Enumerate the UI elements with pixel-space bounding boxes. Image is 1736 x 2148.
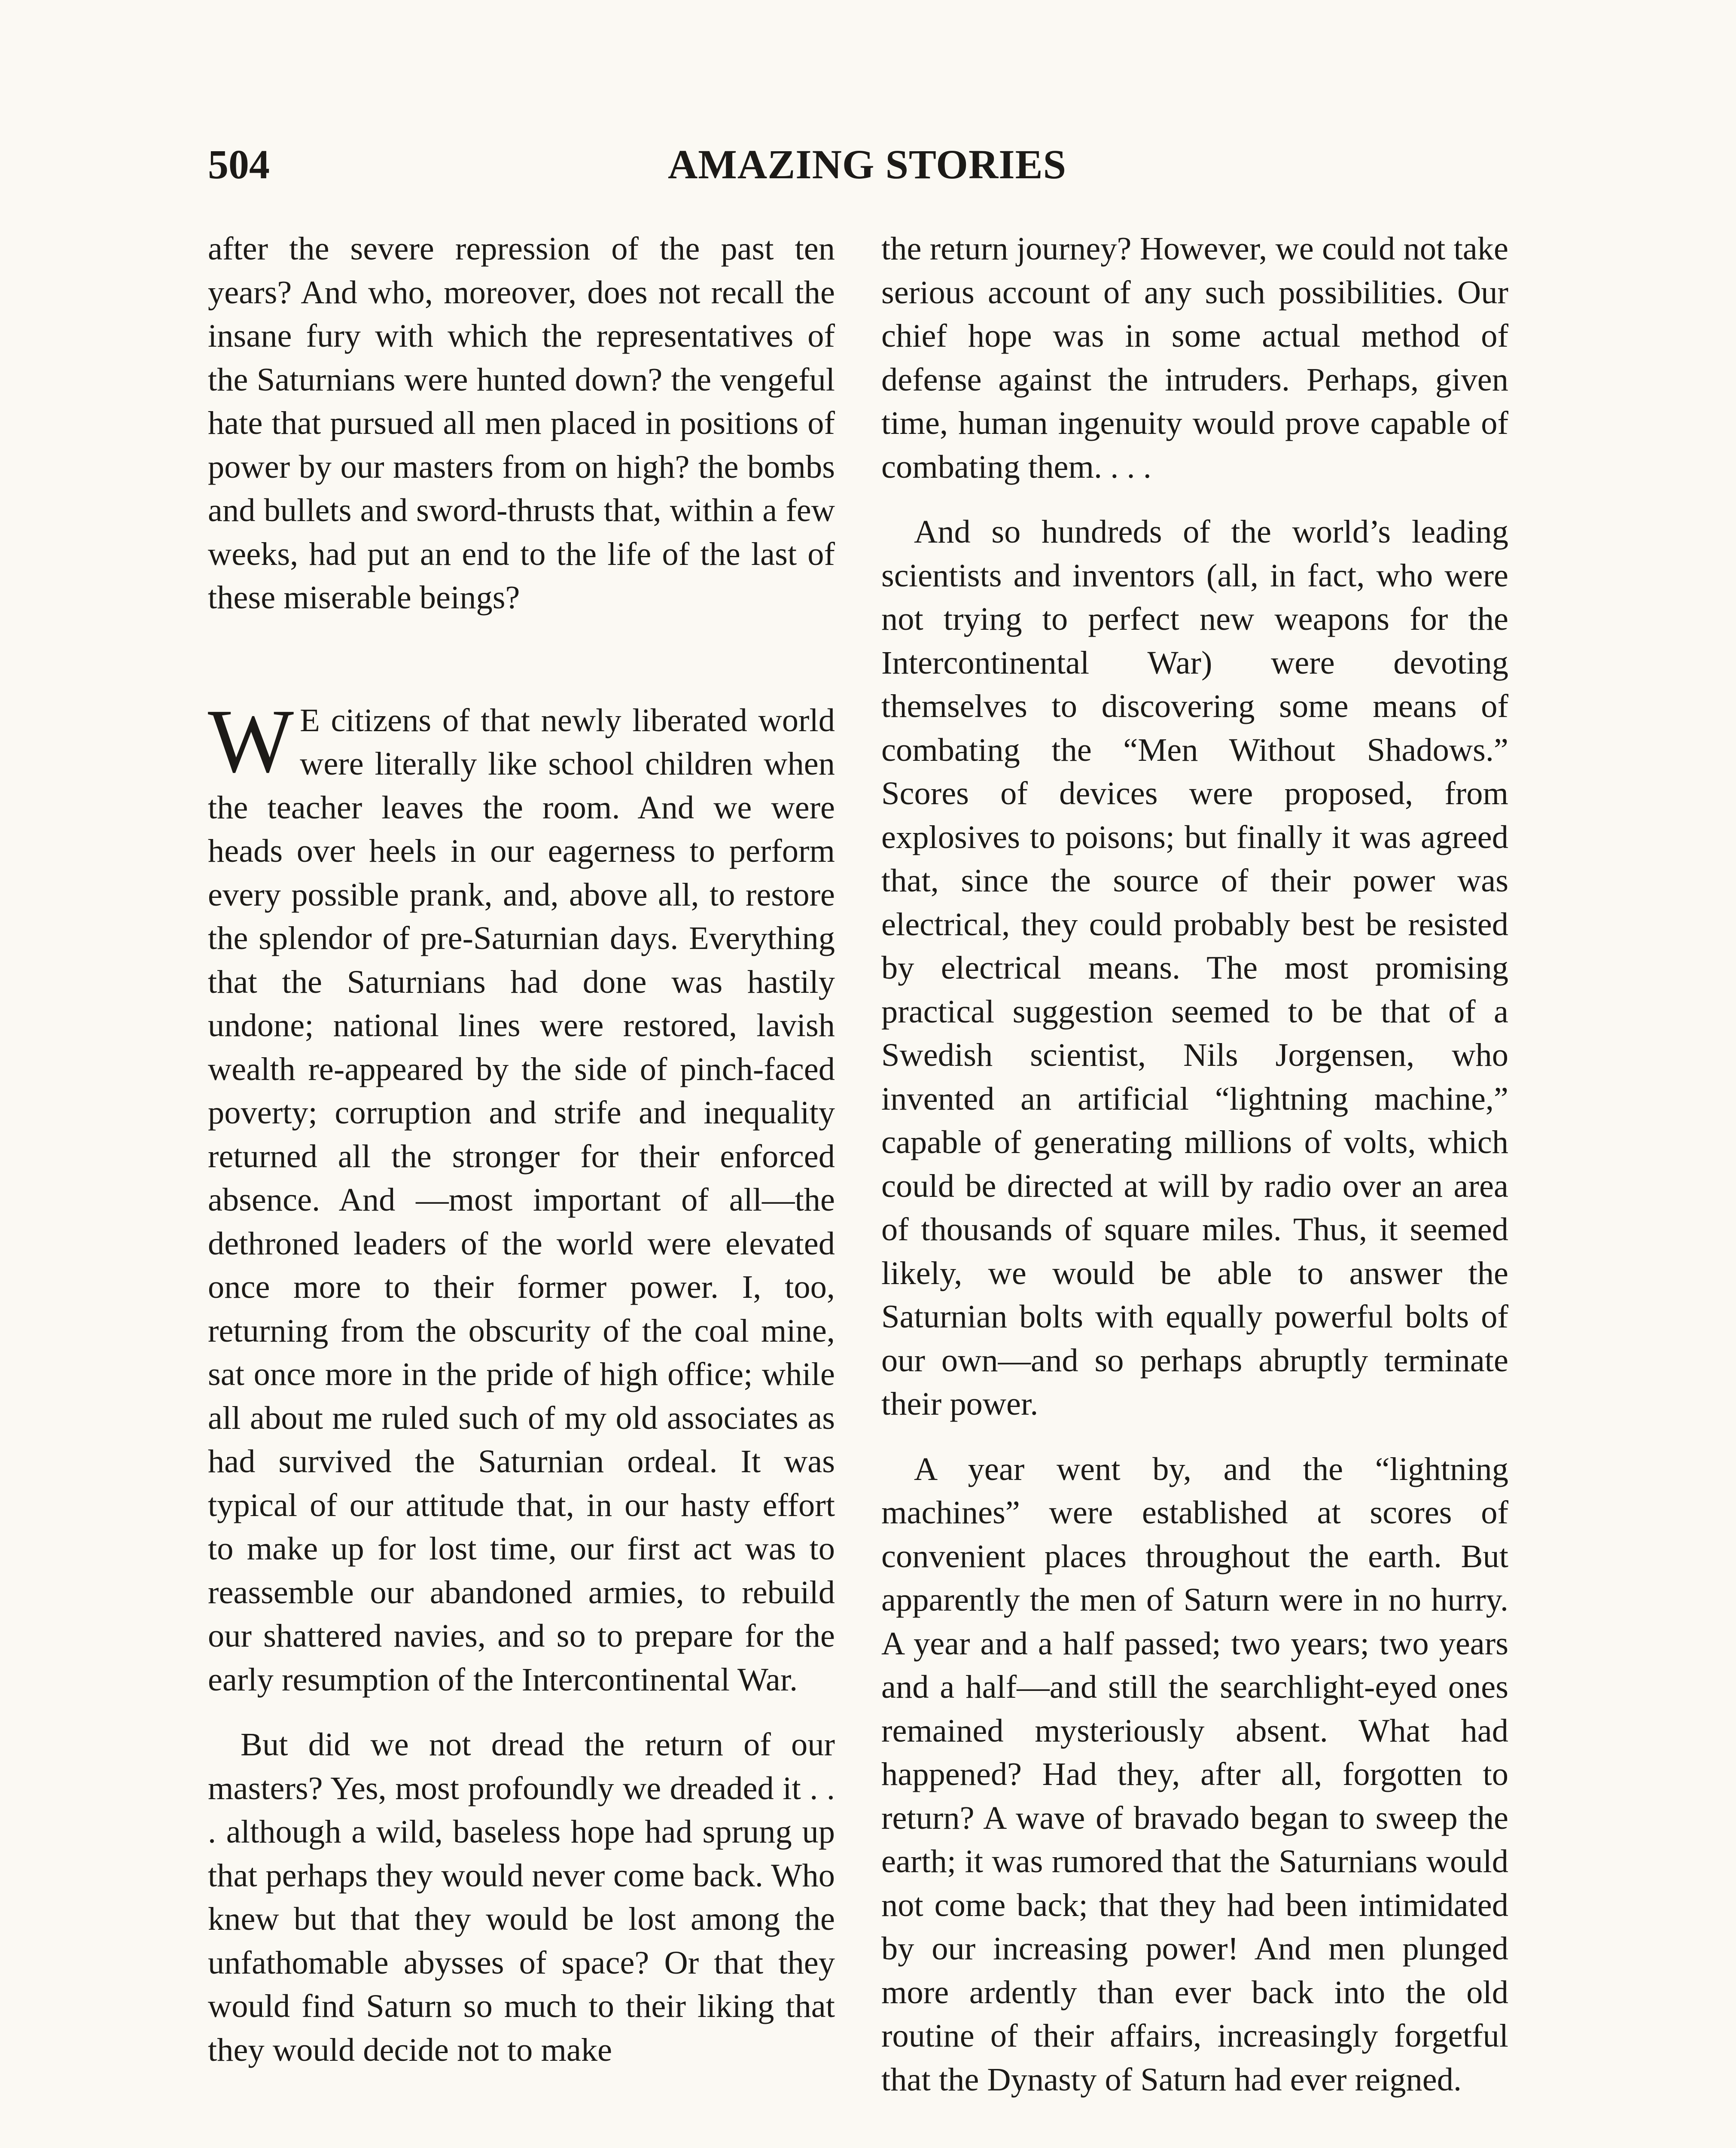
left-paragraph-2 — [208, 690, 835, 1702]
left-paragraph-3: But did we not dread the return of our masters? Yes, most profoundly we dreaded it . . . although a wild, baseless hope had sprung up that perhaps they would never come back. Who knew but that they would be lost among the unfathomable abysses of space? Or that they would find Saturn so much to their liking that they would decide not to make — [208, 1726, 835, 2068]
left-paragraph-2-text: E citizens of that newly liberated world were literally like school children when the teacher leaves the room. And we were heads over heels in our eagerness to perform every possible prank, and, above all, to restore the splendor of pre-Saturnian days. Everything that the Saturnians had done was hastily undone; national lines were restored, lavish wealth re-appeared by the side of pinch-faced poverty; corruption and strife and inequality returned all the stronger for their enforced absence. And —most important of all—the dethroned leaders of the world were elevated once more to their former power. I, too, returning from the obscurity of the coal mine, sat once more in the pride of high office; while all about me ruled such of my old associates as had survived the Saturnian ordeal. It was typical of our attitude that, in our hasty effort to make up for lost time, our first act was to reassemble our abandoned armies, to rebuild our shattered navies, and so to prepare for the early resumption of the Intercontinental War. — [208, 702, 835, 1698]
right-paragraph-1: the return journey? However, we could not take serious account of any such possibilities. Our chief hope was in some actual method of defense against the intruders. Perhaps, given time, human ingenuity would prove capable of combating them. . . . — [881, 230, 1508, 485]
page-header — [208, 137, 1526, 192]
left-column — [208, 227, 835, 2072]
drop-cap-letter: W — [208, 690, 294, 791]
magazine-title: AMAZING STORIES — [667, 141, 1067, 187]
left-paragraph-1: after the severe repression of the past ten years? And who, moreover, does not recall the insane fury with which the representatives of the Saturnians were hunted down? the vengeful hate that pursued all men placed in positions of power by our masters from on high? the bombs and bullets and sword-thrusts that, within a few weeks, had put an end to the life of the last of these miserable beings? — [208, 230, 835, 616]
right-paragraph-2: And so hundreds of the world’s leading scientists and inventors (all, in fact, who were not trying to perfect new weapons for the Intercontinental War) were devoting themselves to discovering some means of combating the “Men Without Shadows.” Scores of devices were proposed, from explosives to poisons; but finally it was agreed that, since the source of their power was electrical, they could probably best be resisted by electrical means. The most promising practical suggestion seemed to be that of a Swedish scientist, Nils Jorgensen, who invented an artificial “lightning machine,” capable of generating millions of volts, which could be directed at will by radio over an area of thousands of square miles. Thus, it seemed likely, we would be able to answer the Saturnian bolts with equally powerful bolts of our own—and so perhaps abruptly terminate their power. — [881, 513, 1508, 1422]
right-paragraph-3: A year went by, and the “lightning machines” were established at scores of convenient places throughout the earth. But apparently the men of Saturn were in no hurry. A year and a half passed; two years; two years and a half—and still the searchlight-eyed ones remained mysteriously absent. What had happened? Had they, after all, forgotten to return? A wave of bravado began to sweep the earth; it was rumored that the Saturnians would not come back; that they had been intimidated by our increasing power! And men plunged more ardently than ever back into the old routine of their affairs, increasingly forgetful that the Dynasty of Saturn had ever reigned. — [881, 1450, 1508, 2098]
page-number: 504 — [208, 141, 270, 187]
right-column — [881, 227, 1508, 2101]
